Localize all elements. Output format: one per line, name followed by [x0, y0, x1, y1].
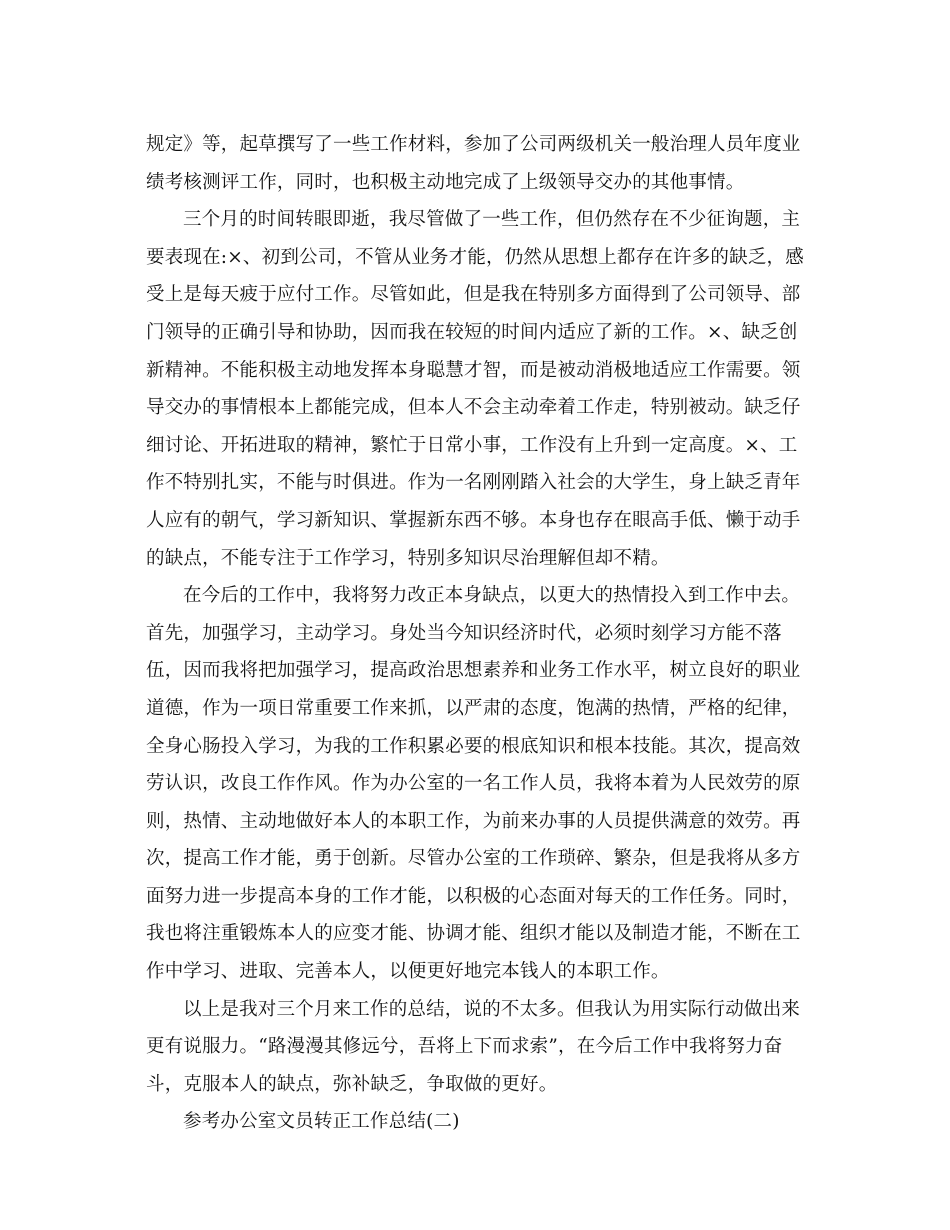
text-line: 次，提高工作才能，勇于创新。尽管办公室的工作琐碎、繁杂，但是我将从多方	[146, 848, 801, 870]
text-line: 作中学习、进取、完善本人，以便更好地完本钱人的本职工作。	[146, 961, 670, 983]
text-line: 三个月的时间转眼即逝，我尽管做了一些工作，但仍然存在不少征询题，主	[183, 209, 801, 231]
text-line: 受上是每天疲于应付工作。尽管如此，但是我在特别多方面得到了公司领导、部	[146, 284, 801, 306]
text-line: 的缺点，不能专注于工作学习，特别多知识尽治理解但却不精。	[146, 547, 670, 569]
text-line: 首先，加强学习，主动学习。身处当今知识经济时代，必须时刻学习方能不落	[146, 622, 782, 644]
text-line: 细讨论、开拓进取的精神，繁忙于日常小事，工作没有上升到一定高度。×、工	[146, 434, 798, 456]
text-line: 更有说服力。“路漫漫其修远兮，吾将上下而求索”，在今后工作中我将努力奋	[146, 1036, 783, 1058]
text-line: 道德，作为一项日常重要工作来抓，以严肃的态度，饱满的热情，严格的纪律，	[146, 697, 801, 719]
document-body	[146, 126, 814, 1141]
text-line: 在今后的工作中，我将努力改正本身缺点，以更大的热情投入到工作中去。	[183, 585, 801, 607]
text-line: 作不特别扎实，不能与时俱进。作为一名刚刚踏入社会的大学生，身上缺乏青年	[146, 472, 801, 494]
text-line: 面努力进一步提高本身的工作才能，以积极的心态面对每天的工作任务。同时，	[146, 885, 801, 907]
text-line: 参考办公室文员转正工作总结(二)	[183, 1111, 460, 1133]
text-line: 绩考核测评工作，同时，也积极主动地完成了上级领导交办的其他事情。	[146, 171, 745, 193]
text-line: 伍，因而我将把加强学习，提高政治思想素养和业务工作水平，树立良好的职业	[146, 660, 801, 682]
text-line: 我也将注重锻炼本人的应变才能、协调才能、组织才能以及制造才能，不断在工	[146, 923, 801, 945]
text-line: 新精神。不能积极主动地发挥本身聪慧才智，而是被动消极地适应工作需要。领	[146, 359, 801, 381]
text-line: 规定》等，起草撰写了一些工作材料，参加了公司两级机关一般治理人员年度业	[146, 134, 801, 155]
text-line: 则，热情、主动地做好本人的本职工作，为前来办事的人员提供满意的效劳。再	[146, 810, 801, 832]
text-line: 要表现在:×、初到公司，不管从业务才能，仍然从思想上都存在许多的缺乏，感	[146, 246, 804, 268]
text-line: 以上是我对三个月来工作的总结，说的不太多。但我认为用实际行动做出来	[183, 998, 801, 1020]
text-line: 斗，克服本人的缺点，弥补缺乏，争取做的更好。	[146, 1073, 558, 1095]
text-line: 导交办的事情根本上都能完成，但本人不会主动牵着工作走，特别被动。缺乏仔	[146, 397, 801, 419]
text-line: 门领导的正确引导和协助，因而我在较短的时间内适应了新的工作。×、缺乏创	[146, 321, 798, 343]
text-line: 全身心肠投入学习，为我的工作积累必要的根底知识和根本技能。其次，提高效	[146, 735, 801, 757]
text-line: 人应有的朝气，学习新知识、掌握新东西不够。本身也存在眼高手低、懒于动手	[146, 509, 801, 531]
text-line: 劳认识，改良工作作风。作为办公室的一名工作人员，我将本着为人民效劳的原	[146, 773, 801, 795]
